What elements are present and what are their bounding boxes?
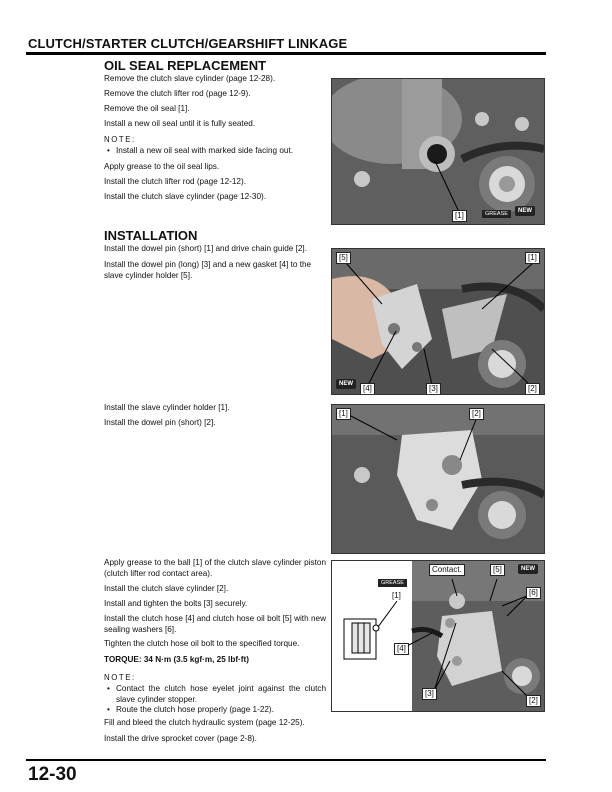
step-text: Install and tighten the bolts [3] securely. (104, 599, 248, 608)
callout-5: [5] (490, 564, 505, 576)
callout-1: [1] (336, 408, 351, 420)
step-text: Install the clutch slave cylinder (page 12-30). (104, 192, 267, 201)
header-rule (26, 52, 546, 55)
callout-3: [3] (422, 688, 437, 700)
step-text: Install the dowel pin (short) [2]. (104, 418, 216, 427)
note-bullet: • Contact the clutch hose eyelet joint against the clutch slave cylinder stopper. (104, 684, 326, 705)
note-bullet: • Install a new oil seal with marked side facing out. (104, 146, 326, 157)
step-text: Apply grease to the oil seal lips. (104, 162, 220, 171)
step-text: Tighten the clutch hose oil bolt to the specified torque. (104, 639, 300, 648)
photo-oil-seal (331, 78, 545, 225)
running-header: CLUTCH/STARTER CLUTCH/GEARSHIFT LINKAGE (28, 36, 348, 51)
step-text: Fill and bleed the clutch hydraulic system (page 12-25). (104, 718, 305, 727)
callout-2: [2] (526, 695, 541, 707)
step-text: Install the drive sprocket cover (page 2-8). (104, 734, 257, 743)
step-text: Install a new oil seal until it is fully seated. (104, 119, 256, 128)
figure-slave-cylinder (331, 560, 545, 712)
callout-6: [6] (526, 587, 541, 599)
note-bullet: • Route the clutch hose properly (page 1-22). (104, 705, 326, 716)
callout-1: [1] (452, 210, 467, 222)
step-text: Remove the clutch lifter rod (page 12-9). (104, 89, 251, 98)
section-title-oil-seal: OIL SEAL REPLACEMENT (104, 58, 267, 73)
callout-2: [2] (469, 408, 484, 420)
step-text: Install the dowel pin (short) [1] and drive chain guide [2]. (104, 244, 307, 253)
footer-rule (26, 759, 546, 761)
grease-icon: GREASE (378, 579, 407, 587)
callout-4: [4] (360, 383, 375, 395)
torque-spec: TORQUE: 34 N·m (3.5 kgf·m, 25 lbf·ft) (104, 655, 249, 664)
step-text: Remove the oil seal [1]. (104, 104, 190, 113)
step-text: Apply grease to the ball [1] of the clutch slave cylinder piston (clutch lifter rod contact area). (104, 558, 326, 578)
grease-icon: GREASE (482, 210, 511, 218)
photo-chain-guide (331, 248, 545, 395)
callout-contact: Contact. (429, 564, 465, 576)
step-text: Install the clutch hose [4] and clutch hose oil bolt [5] with new sealing washers [6]. (104, 614, 326, 634)
callout-1: [1] (525, 252, 540, 264)
step-text: Install the clutch lifter rod (page 12-12). (104, 177, 246, 186)
step-text: Install the slave cylinder holder [1]. (104, 403, 230, 412)
section-title-installation: INSTALLATION (104, 228, 198, 243)
new-part-icon: NEW (336, 379, 356, 389)
callout-4: [4] (394, 643, 409, 655)
step-text: Remove the clutch slave cylinder (page 12-28). (104, 74, 276, 83)
callout-3: [3] (426, 383, 441, 395)
callout-1: [1] (392, 591, 401, 600)
step-text: Install the dowel pin (long) [3] and a new gasket [4] to the slave cylinder holder [5]. (104, 260, 312, 280)
note-label: NOTE: (104, 135, 136, 144)
callout-5: [5] (336, 252, 351, 264)
note-label: NOTE: (104, 673, 136, 682)
page-number: 12-30 (28, 764, 77, 785)
step-text: Install the clutch slave cylinder [2]. (104, 584, 229, 593)
new-part-icon: NEW (518, 564, 538, 574)
callout-2: [2] (525, 383, 540, 395)
photo-slave-cylinder-holder (331, 404, 545, 554)
new-part-icon: NEW (515, 206, 535, 216)
